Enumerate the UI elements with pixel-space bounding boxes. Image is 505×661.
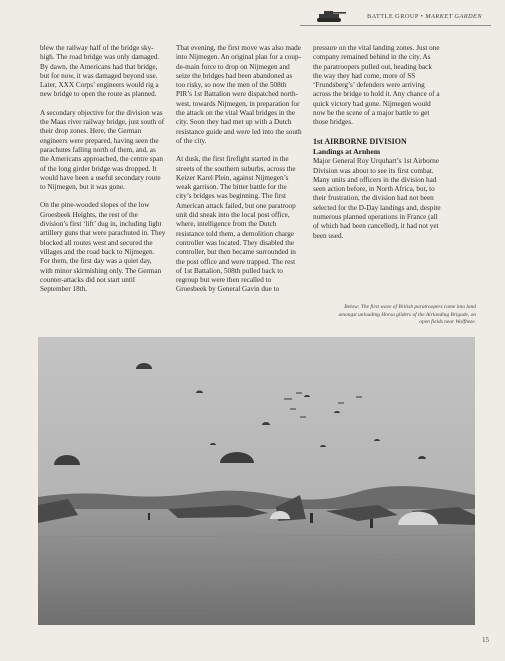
section-subheading: Landings at Arnhem: [313, 146, 381, 156]
paragraph: blew the railway half of the bridge sky-high. The road bridge was only damaged. By dawn, the Americans had that bridge, but for now, it was damaged beyond use. Later, XXX Corps’ engineers would rig a new bridge to open the route as planned.: [40, 44, 160, 99]
photo-illustration: [38, 337, 475, 625]
paragraph: On the pine-wooded slopes of the low Groesbeek Heights, the rest of the division’s first ‘lift’ dug in, including light artillery guns that were parachuted in. They blocked all routes west and secured the villages and the road back to Nijmegen. For them, the first day was a quiet day, with minor skirmishing only. The German counter-attacks did not start until September 18th.: [40, 201, 166, 294]
text-column-3: [313, 44, 441, 250]
header-separator: •: [418, 13, 426, 20]
section-heading: 1st AIRBORNE DIVISION: [313, 136, 407, 146]
tank-icon: [313, 9, 347, 23]
text-column-1: [40, 44, 166, 303]
photo-caption: Below: The first wave of British paratroopers come into land amongst unloading Horsa gliders of the Airlanding Brigade, on open fields near Wolfheze.: [338, 304, 476, 326]
paragraph: Major General Roy Urquhart’s 1st Airborne Division was about to see its first combat. Many units and officers in the division had seen action before, in North Africa, but, to their frustration, the division had not been selected for the D-Day landings and, despite numerous planned operations in France (all of which had been cancelled), it had not yet been used.: [313, 157, 441, 240]
text-column-2: [176, 44, 302, 304]
header-rule: [300, 25, 491, 26]
paratroopers-and-gliders-photo: [38, 337, 475, 625]
header-title-sub: MARKET GARDEN: [425, 13, 482, 20]
paragraph: pressure on the vital landing zones. Just one company remained behind in the city. As the paratroopers pulled out, heading back the way they had come, more of SS ‘Frundsberg’s’ defenders were arriving across the bridge to hold it. Any chance of a quick victory had gone. Nijmegen would now be the scene of a major battle to get those bridges.: [313, 44, 440, 127]
page-number: 15: [482, 636, 489, 644]
paragraph: That evening, the first move was also made into Nijmegen. An original plan for a coup-de-main force to drop on Nijmegen and seize the bridges had been abandoned as too risky, so now the men of the 508th PIR’s 1st Battalion were dispatched north-west, towards Nijmegen, in preparation for the attack on the vital Waal bridges in the city. Soon they had met up with a Dutch resistance guide and were led into the south of the city.: [176, 44, 302, 145]
header-title: [367, 13, 482, 20]
paragraph: A secondary objective for the division was the Maas river railway bridge, just south of their drop zones. Here, the German engineers were prepared, having seen the parachutes falling north of them, and, as the Americans approached, the centre span of the long girder bridge was dropped. It would have been a useful secondary route to Nijmegen, but it was gone.: [40, 108, 165, 192]
header-title-main: BATTLE GROUP: [367, 13, 419, 20]
paragraph: At dusk, the first firefight started in the streets of the southern suburbs, across the Keizer Karel Plein, against Nijmegen’s weak garrison. The bitter battle for the city’s bridges was beginning. The first American attack failed, but one paratroop unit did sneak into the local post office, where, intelligence from the Dutch resistance told them, a demolition charge controller was located. They disabled the controller, but then became surrounded in the post office and were trapped. The rest of 1st Battalion, 508th pulled back to regroup but were then recalled to Groesbeek by General Gavin due to: [176, 155, 296, 294]
page-header: [0, 0, 505, 30]
